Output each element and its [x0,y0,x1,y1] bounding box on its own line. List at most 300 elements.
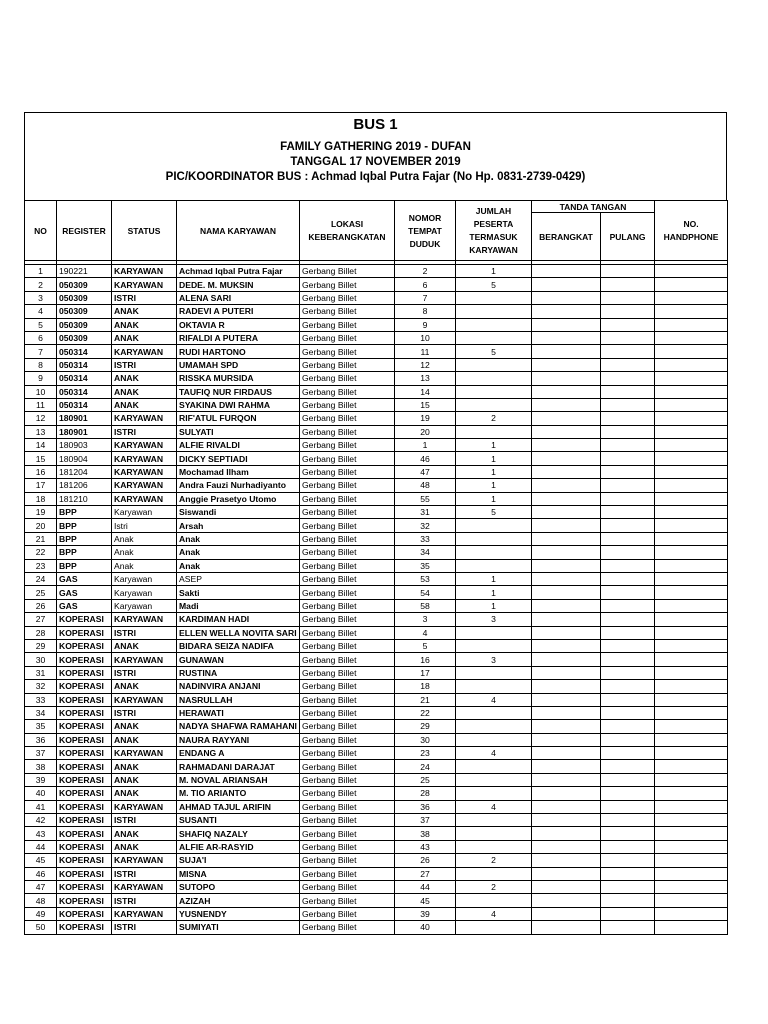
cell-empty [532,439,601,452]
cell-jumlah [456,425,532,438]
cell-jumlah [456,720,532,733]
table-row [25,854,728,867]
cell-empty [655,907,728,920]
cell-status: KARYAWAN [112,693,177,706]
cell-status: KARYAWAN [112,907,177,920]
table-row [25,693,728,706]
cell-lokasi: Gerbang Billet [300,867,395,880]
cell-register: KOPERASI [57,653,112,666]
cell-empty [655,492,728,505]
cell-lokasi: Gerbang Billet [300,599,395,612]
cell-empty [655,706,728,719]
cell-empty [655,372,728,385]
cell-status: KARYAWAN [112,613,177,626]
cell-empty [601,358,655,371]
table-row [25,398,728,411]
cell-empty [601,680,655,693]
cell-lokasi: Gerbang Billet [300,680,395,693]
cell-empty [532,894,601,907]
cell-kursi: 35 [395,559,456,572]
cell-nama: RADEVI A PUTERI [177,305,300,318]
cell-register: KOPERASI [57,613,112,626]
cell-status: ANAK [112,733,177,746]
cell-no: 36 [25,733,57,746]
cell-status: KARYAWAN [112,653,177,666]
cell-no: 46 [25,867,57,880]
cell-empty [655,519,728,532]
cell-empty [601,318,655,331]
cell-lokasi: Gerbang Billet [300,465,395,478]
cell-empty [655,452,728,465]
cell-kursi: 14 [395,385,456,398]
cell-jumlah [456,680,532,693]
cell-empty [655,733,728,746]
cell-empty [655,800,728,813]
cell-empty [532,787,601,800]
cell-kursi: 23 [395,747,456,760]
cell-jumlah: 1 [456,439,532,452]
cell-register: 050314 [57,345,112,358]
cell-register: KOPERASI [57,907,112,920]
passenger-rows [25,261,728,935]
cell-empty [601,840,655,853]
cell-empty [532,412,601,425]
cell-nama: UMAMAH SPD [177,358,300,371]
cell-register: KOPERASI [57,773,112,786]
cell-kursi: 40 [395,921,456,934]
cell-lokasi: Gerbang Billet [300,720,395,733]
cell-jumlah [456,666,532,679]
table-row [25,425,728,438]
cell-empty [655,760,728,773]
cell-lokasi: Gerbang Billet [300,787,395,800]
cell-empty [601,599,655,612]
cell-lokasi: Gerbang Billet [300,425,395,438]
cell-empty [532,680,601,693]
cell-empty [532,265,601,278]
cell-register: 181204 [57,465,112,478]
cell-empty [532,465,601,478]
cell-lokasi: Gerbang Billet [300,626,395,639]
cell-status: KARYAWAN [112,265,177,278]
cell-register: 180904 [57,452,112,465]
cell-empty [532,452,601,465]
cell-empty [655,599,728,612]
cell-empty [532,880,601,893]
cell-nama: M. NOVAL ARIANSAH [177,773,300,786]
cell-empty [601,412,655,425]
table-row [25,331,728,344]
cell-register: GAS [57,599,112,612]
cell-register: GAS [57,572,112,585]
cell-no: 30 [25,653,57,666]
cell-lokasi: Gerbang Billet [300,921,395,934]
cell-empty [532,800,601,813]
cell-no: 16 [25,465,57,478]
cell-empty [532,492,601,505]
cell-empty [532,398,601,411]
cell-lokasi: Gerbang Billet [300,345,395,358]
cell-no: 38 [25,760,57,773]
col-header-hp-line1: NO. [683,219,699,229]
cell-empty [601,733,655,746]
cell-empty [601,921,655,934]
cell-no: 2 [25,278,57,291]
cell-nama: SUTOPO [177,880,300,893]
cell-register: KOPERASI [57,921,112,934]
cell-no: 11 [25,398,57,411]
cell-status: ISTRI [112,867,177,880]
cell-kursi: 24 [395,760,456,773]
cell-kursi: 32 [395,519,456,532]
cell-register: BPP [57,506,112,519]
cell-register: 181206 [57,479,112,492]
cell-status: ISTRI [112,706,177,719]
table-row [25,345,728,358]
table-row [25,492,728,505]
cell-empty [601,787,655,800]
cell-empty [532,506,601,519]
cell-status: KARYAWAN [112,747,177,760]
cell-jumlah: 2 [456,854,532,867]
cell-empty [601,398,655,411]
cell-empty [532,599,601,612]
cell-register: BPP [57,546,112,559]
cell-lokasi: Gerbang Billet [300,800,395,813]
cell-nama: DICKY SEPTIADI [177,452,300,465]
cell-empty [655,921,728,934]
cell-lokasi: Gerbang Billet [300,747,395,760]
cell-lokasi: Gerbang Billet [300,291,395,304]
col-header-jumlah-line2: PESERTA [473,219,514,229]
col-header-lokasi [300,201,395,261]
cell-jumlah: 1 [456,452,532,465]
cell-status: KARYAWAN [112,439,177,452]
cell-jumlah [456,372,532,385]
cell-nama: NASRULLAH [177,693,300,706]
col-header-tanda-tangan: TANDA TANGAN [532,201,655,213]
cell-kursi: 37 [395,814,456,827]
passenger-table [24,200,728,935]
cell-status: ISTRI [112,921,177,934]
col-header-nomor [395,201,456,261]
cell-no: 37 [25,747,57,760]
cell-empty [655,385,728,398]
cell-no: 5 [25,318,57,331]
cell-no: 15 [25,452,57,465]
cell-lokasi: Gerbang Billet [300,653,395,666]
cell-status: Karyawan [112,599,177,612]
table-row [25,439,728,452]
cell-no: 12 [25,412,57,425]
cell-kursi: 43 [395,840,456,853]
col-header-nomor-line3: DUDUK [409,238,441,249]
cell-empty [655,814,728,827]
cell-status: ISTRI [112,425,177,438]
cell-lokasi: Gerbang Billet [300,693,395,706]
col-header-status: STATUS [112,201,177,261]
cell-kursi: 1 [395,439,456,452]
table-row [25,800,728,813]
cell-kursi: 33 [395,532,456,545]
cell-kursi: 11 [395,345,456,358]
cell-jumlah: 1 [456,265,532,278]
cell-empty [655,358,728,371]
cell-jumlah: 1 [456,492,532,505]
cell-register: 180903 [57,439,112,452]
cell-empty [655,572,728,585]
table-row [25,559,728,572]
cell-status: KARYAWAN [112,452,177,465]
cell-nama: ENDANG A [177,747,300,760]
cell-jumlah: 1 [456,586,532,599]
col-header-lokasi-line1: LOKASI [330,219,364,229]
cell-empty [532,331,601,344]
cell-no: 27 [25,613,57,626]
table-row [25,532,728,545]
table-row [25,827,728,840]
cell-empty [601,559,655,572]
cell-empty [601,278,655,291]
pic-coordinator: PIC/KOORDINATOR BUS : Achmad Iqbal Putra Fajar (No Hp. 0831-2739-0429) [165,171,586,183]
cell-jumlah: 5 [456,345,532,358]
col-header-no: NO [25,201,57,261]
cell-kursi: 46 [395,452,456,465]
cell-nama: RAHMADANI DARAJAT [177,760,300,773]
cell-jumlah [456,814,532,827]
cell-kursi: 26 [395,854,456,867]
table-row [25,787,728,800]
cell-kursi: 13 [395,372,456,385]
cell-lokasi: Gerbang Billet [300,331,395,344]
cell-empty [532,653,601,666]
cell-kursi: 12 [395,358,456,371]
cell-empty [532,773,601,786]
cell-jumlah: 4 [456,800,532,813]
cell-no: 7 [25,345,57,358]
cell-register: KOPERASI [57,733,112,746]
cell-nama: SULYATI [177,425,300,438]
cell-nama: Sakti [177,586,300,599]
sheet-header [24,112,727,200]
cell-kursi: 29 [395,720,456,733]
cell-lokasi: Gerbang Billet [300,439,395,452]
cell-jumlah [456,733,532,746]
cell-register: BPP [57,559,112,572]
cell-nama: Anak [177,532,300,545]
cell-empty [532,733,601,746]
cell-empty [601,385,655,398]
cell-kursi: 58 [395,599,456,612]
cell-kursi: 10 [395,331,456,344]
cell-empty [655,465,728,478]
cell-register: 190221 [57,265,112,278]
cell-kursi: 9 [395,318,456,331]
cell-register: KOPERASI [57,706,112,719]
col-header-jumlah-line4: KARYAWAN [469,245,518,255]
cell-nama: Mochamad Ilham [177,465,300,478]
cell-register: 180901 [57,412,112,425]
cell-register: 050309 [57,291,112,304]
table-row [25,465,728,478]
table-row [25,880,728,893]
cell-empty [601,492,655,505]
cell-lokasi: Gerbang Billet [300,519,395,532]
cell-empty [655,827,728,840]
table-row [25,747,728,760]
cell-kursi: 5 [395,639,456,652]
cell-empty [532,559,601,572]
cell-empty [532,720,601,733]
cell-empty [532,639,601,652]
cell-empty [655,291,728,304]
cell-register: KOPERASI [57,800,112,813]
cell-status: ISTRI [112,814,177,827]
table-row [25,506,728,519]
cell-nama: HERAWATI [177,706,300,719]
cell-nama: KARDIMAN HADI [177,613,300,626]
cell-no: 24 [25,572,57,585]
cell-jumlah [456,639,532,652]
cell-lokasi: Gerbang Billet [300,546,395,559]
col-header-nama: NAMA KARYAWAN [177,201,300,261]
cell-empty [532,854,601,867]
cell-no: 35 [25,720,57,733]
cell-empty [532,613,601,626]
cell-lokasi: Gerbang Billet [300,372,395,385]
cell-status: KARYAWAN [112,479,177,492]
cell-empty [532,626,601,639]
col-header-jumlah-line1: JUMLAH [475,206,512,216]
cell-empty [655,345,728,358]
cell-kursi: 15 [395,398,456,411]
cell-empty [601,291,655,304]
cell-status: KARYAWAN [112,880,177,893]
cell-nama: ALENA SARI [177,291,300,304]
cell-lokasi: Gerbang Billet [300,559,395,572]
cell-kursi: 4 [395,626,456,639]
cell-jumlah [456,318,532,331]
cell-kursi: 30 [395,733,456,746]
cell-lokasi: Gerbang Billet [300,880,395,893]
cell-no: 33 [25,693,57,706]
cell-jumlah: 2 [456,412,532,425]
cell-nama: NAURA RAYYANI [177,733,300,746]
table-row [25,479,728,492]
cell-register: KOPERASI [57,880,112,893]
cell-empty [655,639,728,652]
cell-empty [532,827,601,840]
cell-empty [532,546,601,559]
cell-lokasi: Gerbang Billet [300,305,395,318]
cell-status: Karyawan [112,586,177,599]
cell-empty [601,880,655,893]
cell-register: KOPERASI [57,827,112,840]
cell-jumlah: 1 [456,465,532,478]
cell-empty [601,706,655,719]
cell-kursi: 45 [395,894,456,907]
cell-empty [601,465,655,478]
cell-kursi: 3 [395,613,456,626]
cell-kursi: 47 [395,465,456,478]
cell-register: KOPERASI [57,854,112,867]
bus-title: BUS 1 [353,116,398,133]
cell-register: 050309 [57,331,112,344]
table-row [25,733,728,746]
cell-empty [655,747,728,760]
cell-jumlah: 4 [456,693,532,706]
cell-jumlah: 5 [456,506,532,519]
cell-lokasi: Gerbang Billet [300,278,395,291]
cell-status: KARYAWAN [112,278,177,291]
cell-no: 48 [25,894,57,907]
cell-jumlah [456,787,532,800]
cell-empty [532,519,601,532]
cell-empty [532,358,601,371]
cell-jumlah [456,921,532,934]
table-row [25,586,728,599]
cell-lokasi: Gerbang Billet [300,773,395,786]
cell-lokasi: Gerbang Billet [300,492,395,505]
cell-empty [601,572,655,585]
cell-status: ANAK [112,639,177,652]
cell-register: 050314 [57,398,112,411]
cell-lokasi: Gerbang Billet [300,412,395,425]
cell-empty [532,278,601,291]
cell-lokasi: Gerbang Billet [300,894,395,907]
cell-lokasi: Gerbang Billet [300,452,395,465]
col-header-jumlah [456,201,532,261]
col-header-register: REGISTER [57,201,112,261]
cell-jumlah: 2 [456,880,532,893]
cell-empty [601,867,655,880]
cell-lokasi: Gerbang Billet [300,854,395,867]
cell-jumlah: 4 [456,747,532,760]
cell-kursi: 38 [395,827,456,840]
cell-kursi: 27 [395,867,456,880]
cell-nama: Siswandi [177,506,300,519]
table-row [25,613,728,626]
cell-lokasi: Gerbang Billet [300,318,395,331]
cell-empty [655,680,728,693]
table-row [25,814,728,827]
cell-no: 19 [25,506,57,519]
table-row [25,666,728,679]
cell-lokasi: Gerbang Billet [300,840,395,853]
cell-empty [532,840,601,853]
cell-empty [655,278,728,291]
cell-jumlah: 4 [456,907,532,920]
cell-lokasi: Gerbang Billet [300,639,395,652]
table-row [25,265,728,278]
cell-empty [601,506,655,519]
cell-jumlah: 1 [456,572,532,585]
cell-empty [601,439,655,452]
cell-nama: Arsah [177,519,300,532]
cell-status: Anak [112,532,177,545]
cell-kursi: 22 [395,706,456,719]
cell-empty [601,546,655,559]
table-row [25,318,728,331]
table-row [25,840,728,853]
cell-nama: RIFALDI A PUTERA [177,331,300,344]
cell-register: KOPERASI [57,867,112,880]
cell-empty [655,331,728,344]
cell-no: 26 [25,599,57,612]
cell-nama: NADINVIRA ANJANI [177,680,300,693]
cell-jumlah [456,519,532,532]
cell-nama: M. TIO ARIANTO [177,787,300,800]
